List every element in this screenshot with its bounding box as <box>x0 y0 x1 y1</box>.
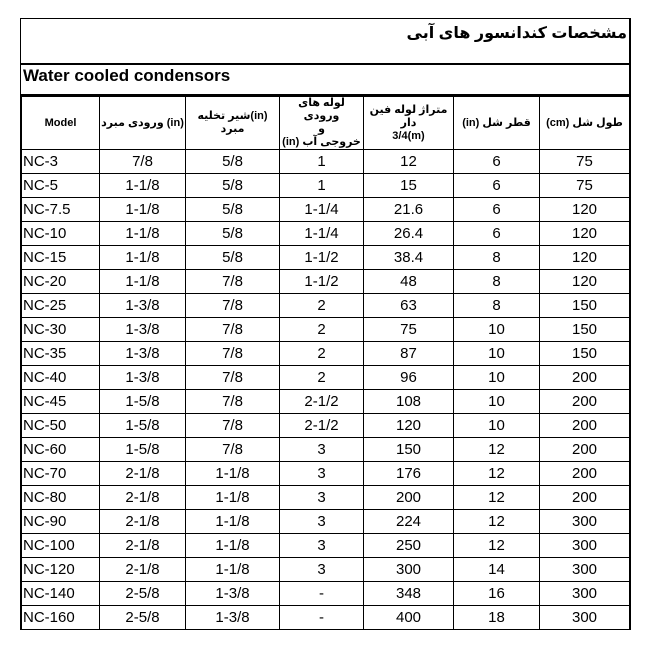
cell-finned-tube-length: 150 <box>364 438 454 462</box>
cell-shell-diameter: 12 <box>454 462 540 486</box>
cell-refrigerant-drain: 7/8 <box>186 366 280 390</box>
cell-water-pipes: 2 <box>280 318 364 342</box>
cell-shell-length: 300 <box>540 534 630 558</box>
cell-refrigerant-inlet: 1-1/8 <box>100 270 186 294</box>
cell-finned-tube-length: 12 <box>364 150 454 174</box>
cell-water-pipes: 3 <box>280 462 364 486</box>
cell-refrigerant-drain: 7/8 <box>186 342 280 366</box>
cell-shell-diameter: 10 <box>454 366 540 390</box>
cell-finned-tube-length: 38.4 <box>364 246 454 270</box>
cell-refrigerant-inlet: 2-5/8 <box>100 606 186 630</box>
table-row <box>22 534 630 558</box>
cell-model: NC-35 <box>22 342 100 366</box>
cell-model: NC-45 <box>22 390 100 414</box>
cell-finned-tube-length: 108 <box>364 390 454 414</box>
cell-refrigerant-drain: 7/8 <box>186 270 280 294</box>
spec-sheet <box>20 18 631 630</box>
cell-refrigerant-drain: 7/8 <box>186 414 280 438</box>
cell-refrigerant-inlet: 2-1/8 <box>100 510 186 534</box>
cell-shell-diameter: 12 <box>454 486 540 510</box>
cell-refrigerant-inlet: 2-1/8 <box>100 486 186 510</box>
cell-refrigerant-inlet: 2-1/8 <box>100 558 186 582</box>
cell-refrigerant-inlet: 1-5/8 <box>100 414 186 438</box>
cell-shell-length: 300 <box>540 510 630 534</box>
cell-shell-diameter: 8 <box>454 270 540 294</box>
table-row <box>22 510 630 534</box>
table-row <box>22 366 630 390</box>
cell-finned-tube-length: 224 <box>364 510 454 534</box>
cell-shell-diameter: 12 <box>454 438 540 462</box>
cell-finned-tube-length: 21.6 <box>364 198 454 222</box>
cell-shell-diameter: 14 <box>454 558 540 582</box>
cell-model: NC-3 <box>22 150 100 174</box>
cell-finned-tube-length: 300 <box>364 558 454 582</box>
table-row <box>22 342 630 366</box>
table-row <box>22 558 630 582</box>
header-model: Model <box>22 97 100 150</box>
table-row <box>22 246 630 270</box>
cell-refrigerant-inlet: 1-1/8 <box>100 174 186 198</box>
cell-model: NC-100 <box>22 534 100 558</box>
cell-shell-diameter: 18 <box>454 606 540 630</box>
table-row <box>22 150 630 174</box>
cell-shell-diameter: 10 <box>454 342 540 366</box>
cell-finned-tube-length: 250 <box>364 534 454 558</box>
cell-water-pipes: 3 <box>280 534 364 558</box>
cell-model: NC-70 <box>22 462 100 486</box>
cell-refrigerant-inlet: 2-1/8 <box>100 534 186 558</box>
cell-shell-diameter: 6 <box>454 174 540 198</box>
cell-model: NC-30 <box>22 318 100 342</box>
cell-shell-diameter: 8 <box>454 246 540 270</box>
cell-model: NC-90 <box>22 510 100 534</box>
cell-water-pipes: 3 <box>280 510 364 534</box>
table-row <box>22 318 630 342</box>
cell-water-pipes: 2 <box>280 342 364 366</box>
table-row <box>22 174 630 198</box>
cell-shell-diameter: 16 <box>454 582 540 606</box>
cell-refrigerant-inlet: 2-1/8 <box>100 462 186 486</box>
cell-refrigerant-drain: 7/8 <box>186 390 280 414</box>
table-row <box>22 414 630 438</box>
cell-water-pipes: 2 <box>280 366 364 390</box>
cell-water-pipes: 3 <box>280 558 364 582</box>
cell-shell-length: 75 <box>540 150 630 174</box>
cell-shell-length: 120 <box>540 246 630 270</box>
cell-shell-diameter: 6 <box>454 222 540 246</box>
cell-shell-length: 120 <box>540 198 630 222</box>
cell-model: NC-140 <box>22 582 100 606</box>
cell-model: NC-5 <box>22 174 100 198</box>
cell-refrigerant-drain: 7/8 <box>186 438 280 462</box>
cell-water-pipes: 3 <box>280 438 364 462</box>
cell-finned-tube-length: 63 <box>364 294 454 318</box>
cell-refrigerant-inlet: 1-5/8 <box>100 390 186 414</box>
header-water-pipes-line1: لوله های ورودی <box>298 97 345 122</box>
cell-shell-length: 120 <box>540 222 630 246</box>
cell-shell-diameter: 12 <box>454 510 540 534</box>
cell-finned-tube-length: 200 <box>364 486 454 510</box>
table-row <box>22 486 630 510</box>
cell-refrigerant-drain: 5/8 <box>186 198 280 222</box>
cell-shell-diameter: 8 <box>454 294 540 318</box>
cell-shell-length: 200 <box>540 390 630 414</box>
cell-refrigerant-drain: 5/8 <box>186 150 280 174</box>
table-row <box>22 390 630 414</box>
table-row <box>22 270 630 294</box>
table-row <box>22 222 630 246</box>
cell-water-pipes: - <box>280 582 364 606</box>
cell-refrigerant-drain: 5/8 <box>186 222 280 246</box>
header-finned-line1: متراژ لوله فین دار <box>369 103 448 129</box>
table-row <box>22 462 630 486</box>
table-row <box>22 582 630 606</box>
cell-shell-diameter: 10 <box>454 390 540 414</box>
cell-refrigerant-inlet: 1-3/8 <box>100 318 186 342</box>
cell-shell-length: 300 <box>540 558 630 582</box>
cell-water-pipes: 1-1/4 <box>280 222 364 246</box>
cell-refrigerant-drain: 5/8 <box>186 246 280 270</box>
cell-finned-tube-length: 48 <box>364 270 454 294</box>
cell-model: NC-10 <box>22 222 100 246</box>
cell-refrigerant-drain: 7/8 <box>186 294 280 318</box>
table-row <box>22 606 630 630</box>
cell-model: NC-15 <box>22 246 100 270</box>
cell-model: NC-25 <box>22 294 100 318</box>
cell-model: NC-160 <box>22 606 100 630</box>
cell-shell-length: 200 <box>540 414 630 438</box>
cell-finned-tube-length: 348 <box>364 582 454 606</box>
header-water-pipes-line2: و <box>318 123 325 135</box>
english-title: Water cooled condensors <box>21 65 629 96</box>
cell-shell-diameter: 6 <box>454 198 540 222</box>
cell-refrigerant-inlet: 1-3/8 <box>100 342 186 366</box>
cell-refrigerant-inlet: 1-1/8 <box>100 222 186 246</box>
cell-water-pipes: 1 <box>280 150 364 174</box>
cell-refrigerant-drain: 1-1/8 <box>186 534 280 558</box>
header-row <box>22 97 630 150</box>
cell-finned-tube-length: 400 <box>364 606 454 630</box>
cell-model: NC-120 <box>22 558 100 582</box>
cell-shell-diameter: 6 <box>454 150 540 174</box>
cell-refrigerant-inlet: 1-3/8 <box>100 366 186 390</box>
header-water-pipes <box>280 97 364 150</box>
cell-refrigerant-drain: 1-1/8 <box>186 510 280 534</box>
cell-finned-tube-length: 75 <box>364 318 454 342</box>
cell-finned-tube-length: 96 <box>364 366 454 390</box>
cell-shell-length: 200 <box>540 366 630 390</box>
cell-water-pipes: - <box>280 606 364 630</box>
cell-shell-length: 200 <box>540 438 630 462</box>
header-water-pipes-line3: خروجی آب (in) <box>282 136 361 148</box>
cell-refrigerant-drain: 1-3/8 <box>186 582 280 606</box>
cell-shell-length: 150 <box>540 294 630 318</box>
cell-water-pipes: 2-1/2 <box>280 390 364 414</box>
header-refrigerant-inlet: (in) ورودی مبرد <box>100 97 186 150</box>
cell-shell-diameter: 10 <box>454 318 540 342</box>
cell-shell-diameter: 12 <box>454 534 540 558</box>
header-shell-length: طول شل (cm) <box>540 97 630 150</box>
persian-title: مشخصات کندانسور های آبی <box>21 19 629 65</box>
cell-shell-length: 120 <box>540 270 630 294</box>
cell-model: NC-7.5 <box>22 198 100 222</box>
cell-shell-length: 200 <box>540 462 630 486</box>
cell-water-pipes: 2 <box>280 294 364 318</box>
header-refrigerant-drain: (in)شیر تخلیه مبرد <box>186 97 280 150</box>
header-finned-tube-length <box>364 97 454 150</box>
cell-water-pipes: 2-1/2 <box>280 414 364 438</box>
cell-refrigerant-inlet: 2-5/8 <box>100 582 186 606</box>
cell-water-pipes: 1-1/2 <box>280 270 364 294</box>
header-finned-line2: 3/4(m) <box>392 129 425 142</box>
cell-refrigerant-inlet: 1-3/8 <box>100 294 186 318</box>
spec-table <box>21 96 630 630</box>
cell-refrigerant-inlet: 1-1/8 <box>100 198 186 222</box>
cell-finned-tube-length: 15 <box>364 174 454 198</box>
cell-model: NC-80 <box>22 486 100 510</box>
cell-shell-length: 300 <box>540 582 630 606</box>
cell-refrigerant-drain: 1-3/8 <box>186 606 280 630</box>
table-row <box>22 294 630 318</box>
cell-model: NC-40 <box>22 366 100 390</box>
cell-shell-length: 75 <box>540 174 630 198</box>
cell-refrigerant-drain: 1-1/8 <box>186 486 280 510</box>
cell-water-pipes: 1-1/4 <box>280 198 364 222</box>
cell-model: NC-50 <box>22 414 100 438</box>
cell-refrigerant-inlet: 7/8 <box>100 150 186 174</box>
cell-finned-tube-length: 87 <box>364 342 454 366</box>
cell-model: NC-20 <box>22 270 100 294</box>
cell-model: NC-60 <box>22 438 100 462</box>
cell-shell-length: 150 <box>540 342 630 366</box>
cell-refrigerant-drain: 1-1/8 <box>186 558 280 582</box>
cell-shell-length: 200 <box>540 486 630 510</box>
cell-shell-diameter: 10 <box>454 414 540 438</box>
cell-refrigerant-inlet: 1-1/8 <box>100 246 186 270</box>
cell-refrigerant-inlet: 1-5/8 <box>100 438 186 462</box>
table-row <box>22 438 630 462</box>
cell-refrigerant-drain: 7/8 <box>186 318 280 342</box>
cell-water-pipes: 3 <box>280 486 364 510</box>
cell-water-pipes: 1 <box>280 174 364 198</box>
cell-water-pipes: 1-1/2 <box>280 246 364 270</box>
cell-shell-length: 150 <box>540 318 630 342</box>
cell-refrigerant-drain: 1-1/8 <box>186 462 280 486</box>
cell-shell-length: 300 <box>540 606 630 630</box>
cell-finned-tube-length: 120 <box>364 414 454 438</box>
cell-finned-tube-length: 26.4 <box>364 222 454 246</box>
header-shell-diameter: قطر شل (in) <box>454 97 540 150</box>
cell-refrigerant-drain: 5/8 <box>186 174 280 198</box>
cell-finned-tube-length: 176 <box>364 462 454 486</box>
table-row <box>22 198 630 222</box>
